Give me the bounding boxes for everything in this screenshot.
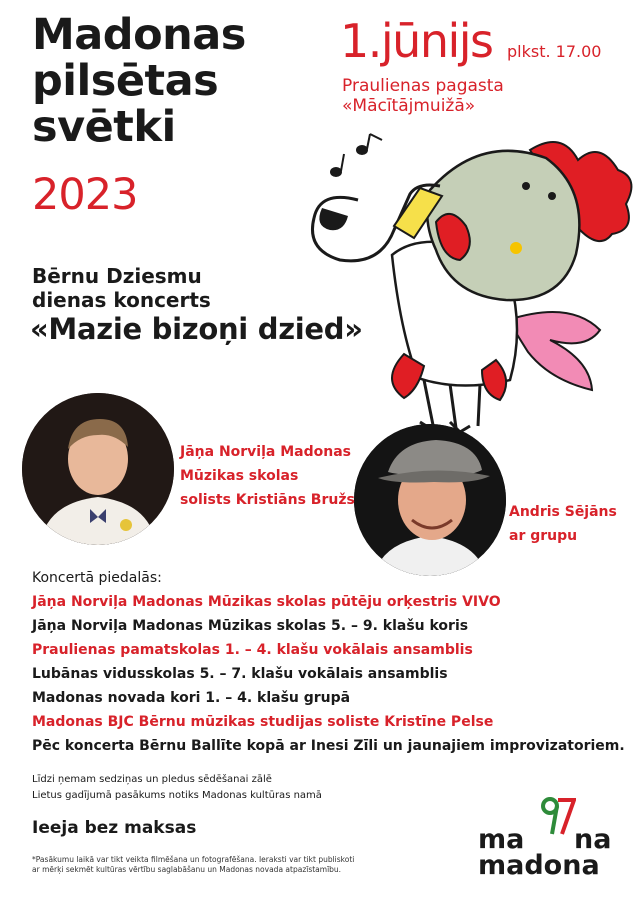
madona-logo — [478, 796, 628, 886]
participant-item: Jāņa Norviļa Madonas Mūzikas skolas 5. – 9. klašu koris — [32, 618, 469, 634]
event-venue — [342, 76, 504, 116]
participant-item: Madonas BJC Bērnu mūzikas studijas soliste Kristīne Pelse — [32, 714, 494, 730]
participant-item: Lubānas vidusskolas 5. – 7. klašu vokālais ansamblis — [32, 666, 448, 682]
caption-line: Jāņa Norviļa Madonas — [180, 444, 351, 460]
participant-item: Jāņa Norviļa Madonas Mūzikas skolas pūtēju orķestris VIVO — [32, 594, 501, 610]
concert-subtitle — [32, 264, 211, 312]
logo-madona: madona — [478, 850, 600, 881]
soloist-photo — [22, 393, 174, 545]
logo-na: na — [574, 824, 612, 855]
caption-line: ar grupu — [509, 528, 578, 544]
title-line: pilsētas — [32, 56, 219, 106]
practical-notes — [32, 772, 322, 804]
event-date: 1.jūnijs — [340, 14, 493, 68]
caption-line: Mūzikas skolas — [180, 468, 299, 484]
event-time: plkst. 17.00 — [507, 42, 602, 61]
rooster-saxophone-illustration — [300, 130, 636, 440]
soloist-caption — [180, 440, 355, 512]
title-line: svētki — [32, 102, 176, 152]
participants-list — [32, 590, 625, 758]
caption-line: solists Kristiāns Bružs — [180, 492, 355, 508]
footnote: *Pasākumu laikā var tikt veikta filmēšana un fotografēšana. Ieraksti var tikt publiskoti ar mērķi sekmēt kultūras vērtību saglabāšanu un Madonas novada atpazīstamību. — [32, 855, 355, 874]
concert-name: «Mazie bizoņi dzied» — [30, 312, 363, 346]
title-line: Madonas — [32, 10, 246, 60]
note-line: Lietus gadījumā pasākums notiks Madonas kultūras namā — [32, 790, 322, 801]
participant-item: Praulienas pamatskolas 1. – 4. klašu vokālais ansamblis — [32, 642, 473, 658]
logo-97-mark — [538, 796, 576, 836]
subtitle-line: Bērnu Dziesmu — [32, 264, 202, 288]
note-line: Līdzi ņemam sedziņas un pledus sēdēšanai zālē — [32, 774, 272, 785]
andris-caption — [509, 500, 617, 548]
event-title — [32, 12, 246, 150]
free-entry: Ieeja bez maksas — [32, 818, 197, 838]
music-notes-icon — [331, 134, 382, 176]
logo-ma: ma — [478, 824, 525, 855]
andris-photo — [354, 424, 506, 576]
venue-line: «Mācītājmuižā» — [342, 96, 476, 116]
participant-item: Madonas novada kori 1. – 4. klašu grupā — [32, 690, 351, 706]
participants-intro: Koncertā piedalās: — [32, 570, 162, 586]
participant-item: Pēc koncerta Bērnu Ballīte kopā ar Inesi Zīli un jaunajiem improvizatoriem. — [32, 738, 625, 754]
venue-line: Praulienas pagasta — [342, 76, 504, 96]
subtitle-line: dienas koncerts — [32, 288, 211, 312]
caption-line: Andris Sējāns — [509, 504, 617, 520]
event-year: 2023 — [32, 170, 138, 220]
